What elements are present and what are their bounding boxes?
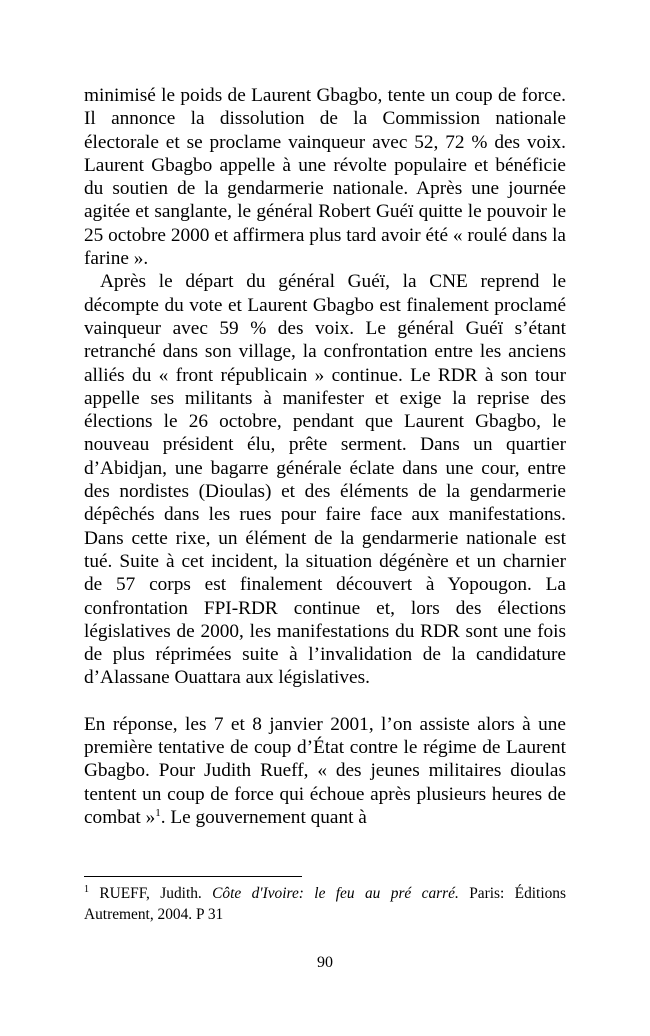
footnote-publication: Paris: Éditions Autrement, 2004. P 31 (84, 885, 566, 923)
footnote-author: RUEFF, Judith. (89, 885, 213, 902)
footnote-number: 1 (84, 884, 89, 895)
paragraph-3-text: En réponse, les 7 et 8 janvier 2001, l’on assiste alors à une première tentative de coup d’État contre le régime de Laurent Gbagbo. Pour Judith Rueff, « des jeunes militaires dioulas tentent un coup de force qui échoue après plusieurs heures de combat » (84, 713, 566, 828)
paragraph-3-continuation: . Le gouvernement quant à (160, 806, 367, 828)
footnote (84, 884, 566, 925)
footnote-reference[interactable]: 1 (155, 806, 161, 819)
page-number: 90 (317, 954, 333, 971)
footnote-title: Côte d'Ivoire: le feu au pré carré. (212, 885, 459, 902)
paragraph-2: Après le départ du général Guéï, la CNE reprend le décompte du vote et Laurent Gbagbo est finalement proclamé vainqueur avec 59 % des voix. Le général Guéï s’étant retranché dans son village, la confrontation entre les anciens alliés du « front républicain » continue. Le RDR à son tour appelle ses militants à manifester et exige la reprise des élections le 26 octobre, pendant que Laurent Gbagbo, le nouveau président élu, prête serment. Dans un quartier d’Abidjan, une bagarre générale éclate dans une cour, entre des nordistes (Dioulas) et des éléments de la gendarmerie dépêchés dans les rues pour faire face aux manifestations. Dans cette rixe, un élément de la gendarmerie nationale est tué. Suite à cet incident, la situation dégénère et un charnier de 57 corps est finalement découvert à Yopougon. La confrontation FPI-RDR continue et, lors des élections législatives de 2000, les manifestations du RDR sont une fois de plus réprimées suite à l’invalidation de la candidature d’Alassane Ouattara aux législatives. (84, 271, 566, 689)
footnote-separator (84, 876, 302, 877)
paragraph-3 (84, 713, 566, 829)
page-body (84, 84, 566, 829)
paragraph-1: minimisé le poids de Laurent Gbagbo, tente un coup de force. Il annonce la dissolution de la Commission nationale électorale et se proclame vainqueur avec 52, 72 % des voix. Laurent Gbagbo appelle à une révolte populaire et bénéficie du soutien de la gendarmerie nationale. Après une journée agitée et sanglante, le général Robert Guéï quitte le pouvoir le 25 octobre 2000 et affirmera plus tard avoir été « roulé dans la farine ». (84, 85, 566, 270)
